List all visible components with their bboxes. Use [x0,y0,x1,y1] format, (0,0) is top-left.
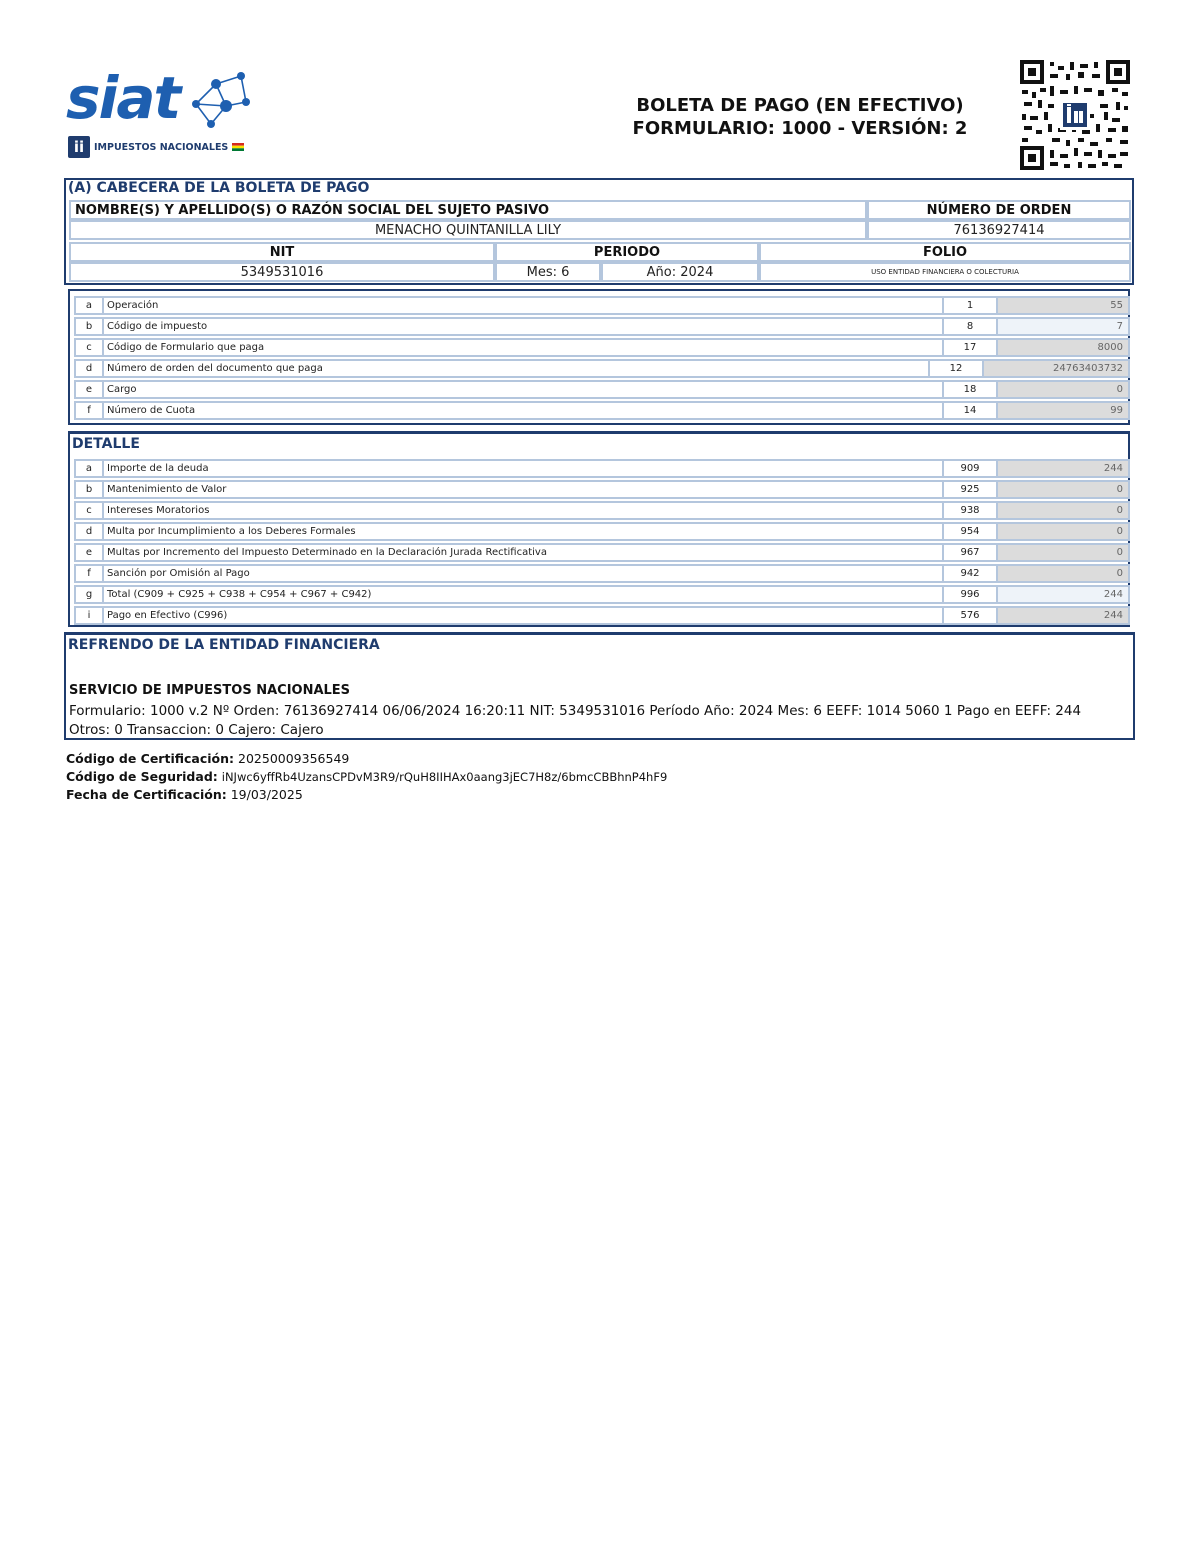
row-letter: b [74,317,104,336]
section-b-table [68,289,1130,425]
row-value: 8000 [996,338,1130,357]
row-description: Código de Formulario que paga [102,338,944,357]
row-code: 942 [942,564,998,583]
impuestos-icon: ii [68,136,90,158]
table-row [74,501,1124,520]
table-row [74,543,1124,562]
row-code: 14 [942,401,998,420]
row-description: Total (C909 + C925 + C938 + C954 + C967 + C942) [102,585,944,604]
row-code: 12 [928,359,984,378]
bolivia-flag-icon [232,143,244,151]
row-code: 1 [942,296,998,315]
row-description: Multa por Incumplimiento a los Deberes Formales [102,522,944,541]
row-description: Mantenimiento de Valor [102,480,944,499]
row-value: 24763403732 [982,359,1130,378]
table-row [74,585,1124,604]
row-letter: e [74,380,104,399]
month-value: Mes: 6 [495,262,601,282]
document-title [560,94,1040,140]
qr-code-icon [1020,60,1130,170]
section-a-title: (A) CABECERA DE LA BOLETA DE PAGO [68,180,370,196]
table-row [74,459,1124,478]
table-row [74,564,1124,583]
row-letter: e [74,543,104,562]
logo-wordmark: siat [66,64,180,132]
row-value: 0 [996,543,1130,562]
table-row [74,480,1124,499]
order-value: 76136927414 [867,220,1131,240]
row-value: 244 [996,459,1130,478]
cert-code-value: 20250009356549 [238,751,350,766]
row-code: 925 [942,480,998,499]
table-row [74,338,1124,357]
row-value: 55 [996,296,1130,315]
row-letter: c [74,501,104,520]
row-letter: i [74,606,104,625]
certification-footer [66,750,667,804]
row-value: 99 [996,401,1130,420]
folio-value: USO ENTIDAD FINANCIERA O COLECTURIA [759,262,1131,282]
row-description: Importe de la deuda [102,459,944,478]
security-code-value: iNJwc6yffRb4UzansCPDvM3R9/rQuH8IIHAx0aang3jEC7H8z/6bmcCBBhnP4hF9 [221,770,668,784]
siat-logo [66,64,256,164]
row-code: 967 [942,543,998,562]
row-value: 0 [996,380,1130,399]
row-code: 954 [942,522,998,541]
row-value: 0 [996,564,1130,583]
row-letter: a [74,296,104,315]
row-description: Código de impuesto [102,317,944,336]
title-line-1: BOLETA DE PAGO (EN EFECTIVO) [636,95,964,116]
cert-date-line [66,786,667,804]
row-letter: b [74,480,104,499]
refrendo-title: REFRENDO DE LA ENTIDAD FINANCIERA [68,637,380,653]
name-value: MENACHO QUINTANILLA LILY [69,220,867,240]
table-row [74,401,1124,420]
row-code: 8 [942,317,998,336]
row-description: Operación [102,296,944,315]
table-row [74,359,1124,378]
row-description: Número de orden del documento que paga [102,359,930,378]
row-code: 18 [942,380,998,399]
row-code: 17 [942,338,998,357]
cert-code-label: Código de Certificación: [66,751,235,766]
row-description: Pago en Efectivo (C996) [102,606,944,625]
title-line-2: FORMULARIO: 1000 - VERSIÓN: 2 [632,118,968,139]
brand-row [68,136,244,158]
row-value: 7 [996,317,1130,336]
row-description: Número de Cuota [102,401,944,420]
row-value: 0 [996,480,1130,499]
period-header: PERIODO [495,242,759,262]
row-description: Cargo [102,380,944,399]
table-row [74,296,1124,315]
nit-value: 5349531016 [69,262,495,282]
cert-date-value: 19/03/2025 [230,787,303,802]
detalle-table [68,431,1130,627]
row-letter: a [74,459,104,478]
detalle-title: DETALLE [72,436,140,452]
row-letter: f [74,401,104,420]
row-value: 0 [996,501,1130,520]
section-a-header [64,178,1134,285]
row-code: 909 [942,459,998,478]
row-description: Sanción por Omisión al Pago [102,564,944,583]
table-row [74,606,1124,625]
row-value: 244 [996,606,1130,625]
table-row [74,317,1124,336]
row-letter: g [74,585,104,604]
row-description: Intereses Moratorios [102,501,944,520]
year-value: Año: 2024 [601,262,759,282]
logo-subtitle: IMPUESTOS NACIONALES [94,141,229,153]
row-letter: d [74,522,104,541]
row-letter: f [74,564,104,583]
row-value: 244 [996,585,1130,604]
refrendo-section [64,632,1135,740]
network-icon [186,64,256,134]
folio-header: FOLIO [759,242,1131,262]
order-header: NÚMERO DE ORDEN [867,200,1131,220]
table-row [74,522,1124,541]
refrendo-entity: SERVICIO DE IMPUESTOS NACIONALES [69,683,351,698]
row-value: 0 [996,522,1130,541]
row-code: 938 [942,501,998,520]
refrendo-text: Formulario: 1000 v.2 Nº Orden: 76136927414 06/06/2024 16:20:11 NIT: 5349531016 Período Año: 2024 Mes: 6 EEFF: 1014 5060 1 Pago en EEFF: 244 Otros: 0 Transaccion: 0 Cajero: Cajero [69,703,1082,738]
row-code: 576 [942,606,998,625]
security-code-line [66,768,667,786]
row-description: Multas por Incremento del Impuesto Determinado en la Declaración Jurada Rectificativa [102,543,944,562]
table-row [74,380,1124,399]
row-code: 996 [942,585,998,604]
row-letter: d [74,359,104,378]
security-code-label: Código de Seguridad: [66,769,218,784]
cert-code-line [66,750,667,768]
cert-date-label: Fecha de Certificación: [66,787,227,802]
name-header: NOMBRE(S) Y APELLIDO(S) O RAZÓN SOCIAL DEL SUJETO PASIVO [69,200,867,220]
row-letter: c [74,338,104,357]
nit-header: NIT [69,242,495,262]
